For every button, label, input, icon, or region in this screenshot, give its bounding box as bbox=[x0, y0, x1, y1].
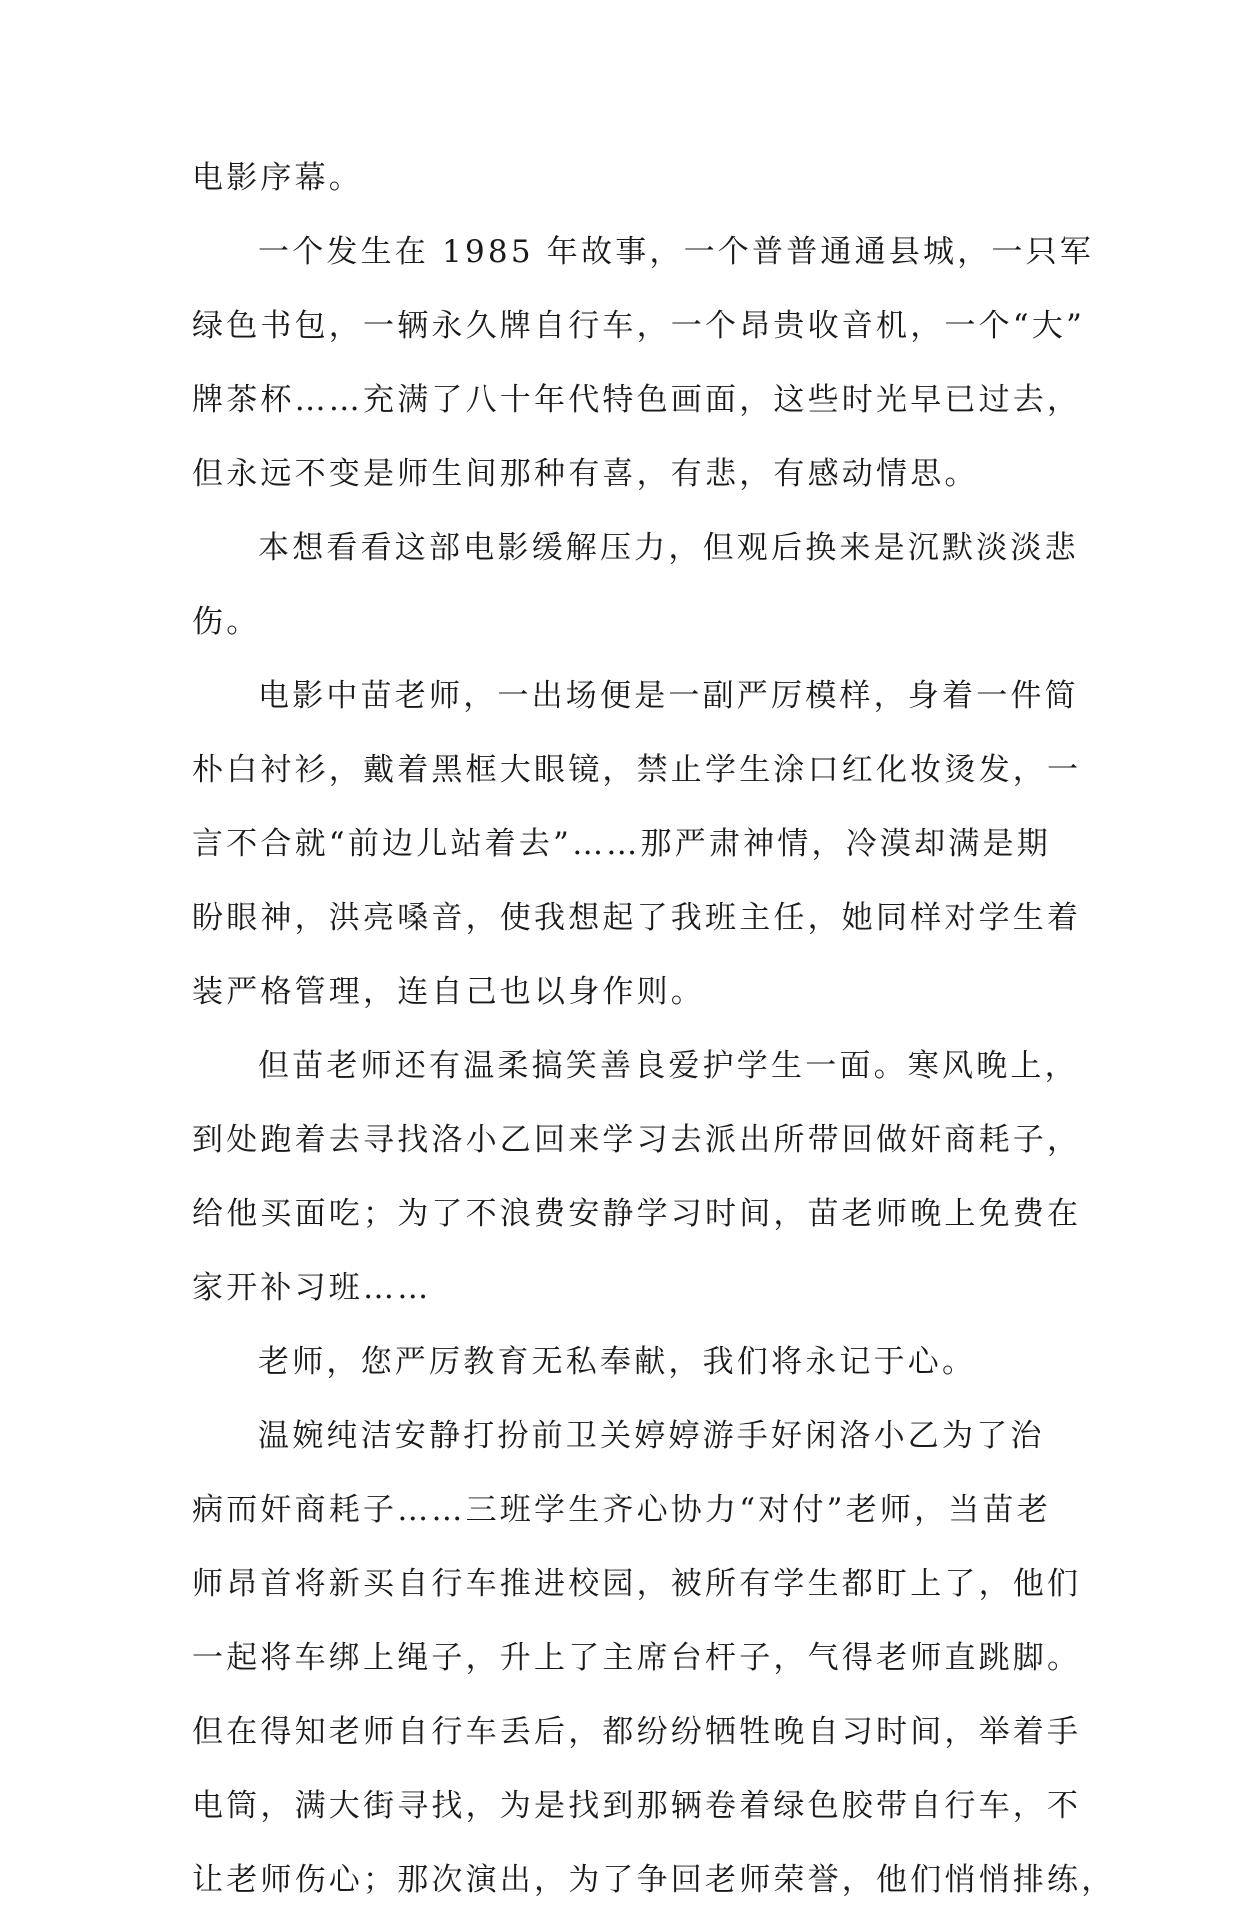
text-line: 电影中苗老师，一出场便是一副严厉模样，身着一件简 bbox=[258, 678, 1079, 714]
text-line: 让老师伤心；那次演出，为了争回老师荣誉，他们悄悄排练， bbox=[192, 1862, 1116, 1898]
text-line: 温婉纯洁安静打扮前卫关婷婷游手好闲洛小乙为了治 bbox=[258, 1418, 1045, 1454]
paragraph-3 bbox=[192, 670, 1082, 1018]
paragraph-4 bbox=[192, 1040, 1082, 1314]
text-line: 朴白衬衫，戴着黑框大眼镜，禁止学生涂口红化妆烫发，一 bbox=[192, 752, 1082, 788]
text-line: 盼眼神，洪亮嗓音，使我想起了我班主任，她同样对学生着 bbox=[192, 900, 1082, 936]
text-line: 装严格管理，连自己也以身作则。 bbox=[192, 974, 705, 1010]
text-line: 到处跑着去寻找洛小乙回来学习去派出所带回做奸商耗子， bbox=[192, 1122, 1082, 1158]
text-line: 但苗老师还有温柔搞笑善良爱护学生一面。寒风晚上， bbox=[258, 1048, 1079, 1084]
text-line: 老师，您严厉教育无私奉献，我们将永记于心。 bbox=[258, 1344, 977, 1380]
text-line: 言不合就“前边儿站着去”……那严肃神情，冷漠却满是期 bbox=[192, 826, 1051, 862]
text-line: 但永远不变是师生间那种有喜，有悲，有感动情思。 bbox=[192, 456, 979, 492]
text-line: 伤。 bbox=[192, 604, 261, 640]
paragraph-6 bbox=[192, 1410, 1116, 1906]
text-line: 本想看看这部电影缓解压力，但观后换来是沉默淡淡悲 bbox=[258, 530, 1079, 566]
text-line: 绿色书包，一辆永久牌自行车，一个昂贵收音机，一个“大” bbox=[192, 308, 1086, 344]
document-body bbox=[192, 152, 1116, 1906]
text-line: 给他买面吃；为了不浪费安静学习时间，苗老师晚上免费在 bbox=[192, 1196, 1082, 1232]
text-line: 电筒，满大街寻找，为是找到那辆卷着绿色胶带自行车，不 bbox=[192, 1788, 1082, 1824]
paragraph-2 bbox=[192, 522, 1079, 648]
text-line: 病而奸商耗子……三班学生齐心协力“对付”老师，当苗老 bbox=[192, 1492, 1051, 1528]
text-line: 牌茶杯……充满了八十年代特色画面，这些时光早已过去， bbox=[192, 382, 1082, 418]
text-line: 家开补习班…… bbox=[192, 1270, 432, 1306]
paragraph-5 bbox=[192, 1336, 1052, 1388]
text-line: 一起将车绑上绳子，升上了主席台杆子，气得老师直跳脚。 bbox=[192, 1640, 1082, 1676]
text-line: 电影序幕。 bbox=[192, 160, 363, 196]
text-line: 但在得知老师自行车丢后，都纷纷牺牲晚自习时间，举着手 bbox=[192, 1714, 1082, 1750]
paragraph-1 bbox=[192, 226, 1094, 500]
paragraph-0 bbox=[192, 152, 1052, 204]
text-line: 师昂首将新买自行车推进校园，被所有学生都盯上了，他们 bbox=[192, 1566, 1082, 1602]
text-line: 一个发生在 1985 年故事，一个普普通通县城，一只军 bbox=[258, 234, 1094, 270]
